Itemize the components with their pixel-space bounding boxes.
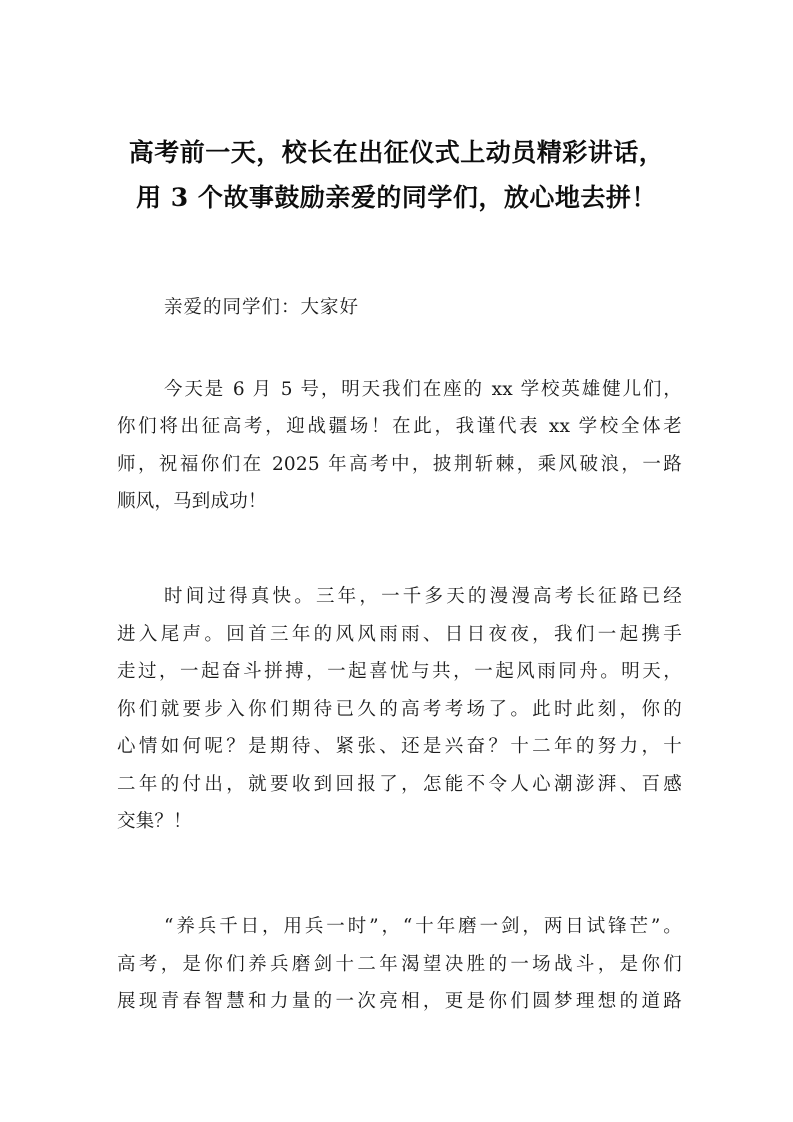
paragraph-line: 走过，一起奋斗拼搏，一起喜忧与共，一起风雨同舟。明天， [117, 661, 682, 682]
paragraph-line: 师，祝福你们在 2025 年高考中，披荆斩棘，乘风破浪，一路 [117, 454, 682, 475]
paragraph-line: 交集？！ [117, 811, 192, 832]
greeting: 亲爱的同学们：大家好 [164, 297, 360, 318]
paragraph-line: 时间过得真快。三年，一千多天的漫漫高考长征路已经 [164, 586, 682, 607]
paragraph-line: 展现青春智慧和力量的一次亮相，更是你们圆梦理想的道路 [117, 991, 682, 1012]
paragraph-line: 你们就要步入你们期待已久的高考考场了。此时此刻，你的 [117, 699, 682, 720]
paragraph-line: 二年的付出，就要收到回报了，怎能不令人心潮澎湃、百感 [117, 774, 682, 795]
title-line-1: 高考前一天，校长在出征仪式上动员精彩讲话， [128, 138, 665, 167]
paragraph-line: 进入尾声。回首三年的风风雨雨、日日夜夜，我们一起携手 [117, 624, 682, 645]
paragraph-line: 今天是 6 月 5 号，明天我们在座的 xx 学校英雄健儿们， [164, 379, 682, 400]
paragraph-line: 心情如何呢？是期待、紧张、还是兴奋？十二年的努力，十 [117, 736, 682, 757]
paragraph-line: 顺风，马到成功！ [117, 491, 267, 512]
title-line-2: 用 3 个故事鼓励亲爱的同学们，放心地去拼！ [136, 183, 657, 212]
paragraph-line: 高考，是你们养兵磨剑十二年渴望决胜的一场战斗，是你们 [117, 954, 682, 975]
paragraph-line: 你们将出征高考，迎战疆场！在此，我谨代表 xx 学校全体老 [117, 416, 682, 437]
paragraph-line: “养兵千日，用兵一时”，“十年磨一剑，两日试锋芒”。 [164, 916, 682, 937]
